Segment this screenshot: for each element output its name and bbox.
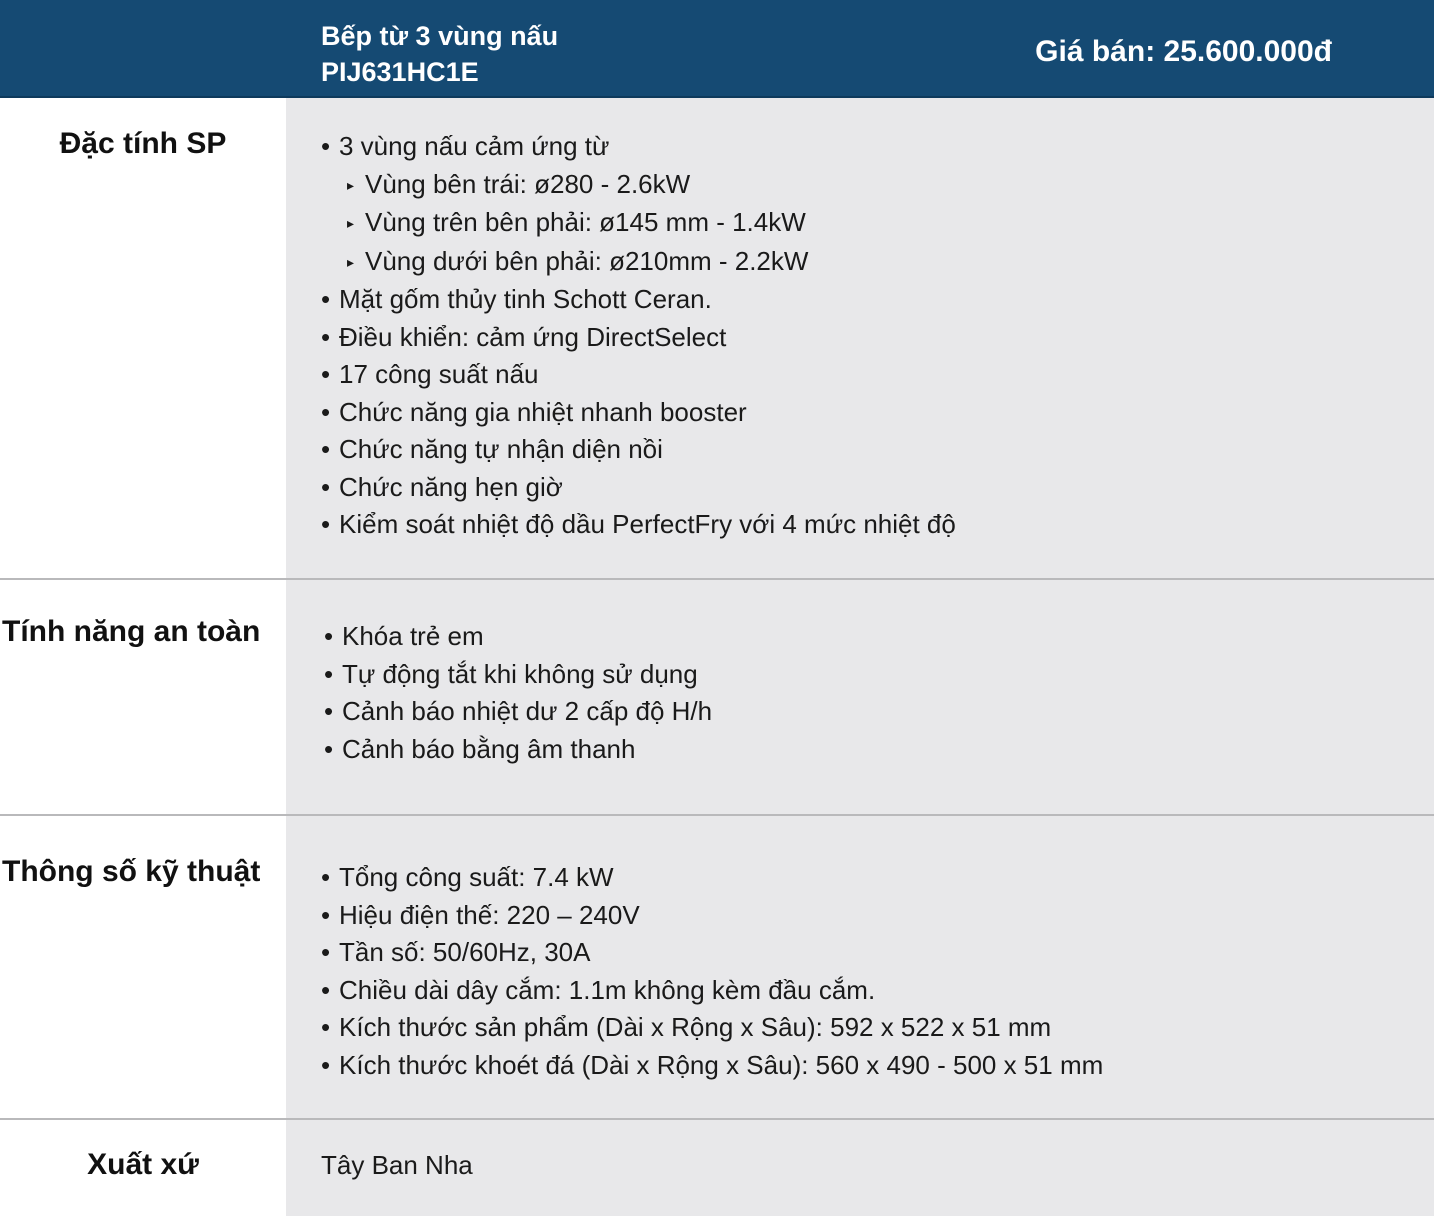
specs-list [321,859,1103,1084]
list-item: • Cảnh báo bằng âm thanh [324,731,712,769]
list-item: • 3 vùng nấu cảm ứng từ [321,128,956,166]
triangle-bullet-icon: ▸ [347,215,355,231]
bullet-icon: • [324,733,334,764]
origin-section [0,1120,1434,1216]
bullet-icon: • [321,1049,331,1080]
bullet-icon: • [321,284,331,314]
list-item: • Kích thước khoét đá (Dài x Rộng x Sâu): 560 x 490 - 500 x 51 mm [321,1047,1103,1085]
features-label: Đặc tính SP [59,127,227,160]
list-item: • 17 công suất nấu [321,356,956,394]
bullet-icon: • [321,359,331,389]
specs-section [0,816,1434,1118]
list-item: • Khóa trẻ em [324,618,712,656]
product-name: Bếp từ 3 vùng nấu [321,21,559,51]
list-item: • Chức năng hẹn giờ [321,469,956,507]
list-item: ▸ Vùng bên trái: ø280 - 2.6kW [321,166,956,205]
bullet-icon: • [321,396,331,427]
list-item: • Hiệu điện thế: 220 – 240V [321,897,1103,935]
bullet-icon: • [321,862,331,892]
list-item: ▸ Vùng dưới bên phải: ø210mm - 2.2kW [321,243,956,282]
bullet-icon: • [321,899,331,930]
bullet-icon: • [321,1012,331,1042]
bullet-icon: • [321,471,331,502]
list-item: • Cảnh báo nhiệt dư 2 cấp độ H/h [324,693,712,731]
bullet-icon: • [321,131,331,161]
safety-section [0,580,1434,814]
list-item: • Chức năng tự nhận diện nồi [321,431,956,469]
product-model: PIJ631HC1E [321,57,479,87]
specs-label: Thông số kỹ thuật [2,855,261,888]
bullet-icon: • [324,621,334,651]
list-item: • Tần số: 50/60Hz, 30A [321,934,1103,972]
list-item: • Chức năng gia nhiệt nhanh booster [321,394,956,432]
origin-label: Xuất xứ [87,1148,199,1181]
features-list [321,128,956,544]
product-title [321,18,558,90]
features-section [0,98,1434,578]
bullet-icon: • [321,321,331,352]
list-item: • Mặt gốm thủy tinh Schott Ceran. [321,281,956,319]
list-item: • Kích thước sản phẩm (Dài x Rộng x Sâu): 592 x 522 x 51 mm [321,1009,1103,1047]
list-item: ▸ Vùng trên bên phải: ø145 mm - 1.4kW [321,204,956,243]
triangle-bullet-icon: ▸ [347,253,355,270]
bullet-icon: • [321,434,331,464]
list-item: • Tự động tắt khi không sử dụng [324,656,712,694]
safety-label: Tính năng an toàn [2,615,261,648]
triangle-bullet-icon: ▸ [347,176,355,193]
list-item: • Chiều dài dây cắm: 1.1m không kèm đầu cắm. [321,972,1103,1010]
safety-list [324,618,712,768]
bullet-icon: • [321,509,331,539]
list-item: • Điều khiển: cảm ứng DirectSelect [321,319,956,357]
origin-value: Tây Ban Nha [321,1150,473,1180]
list-item: • Kiểm soát nhiệt độ dầu PerfectFry với 4 mức nhiệt độ [321,506,956,544]
bullet-icon: • [321,937,331,967]
bullet-icon: • [324,696,334,726]
product-price: Giá bán: 25.600.000đ [1035,35,1332,68]
bullet-icon: • [321,974,331,1005]
list-item: • Tổng công suất: 7.4 kW [321,859,1103,897]
header-bar [0,0,1434,98]
bullet-icon: • [324,658,334,689]
